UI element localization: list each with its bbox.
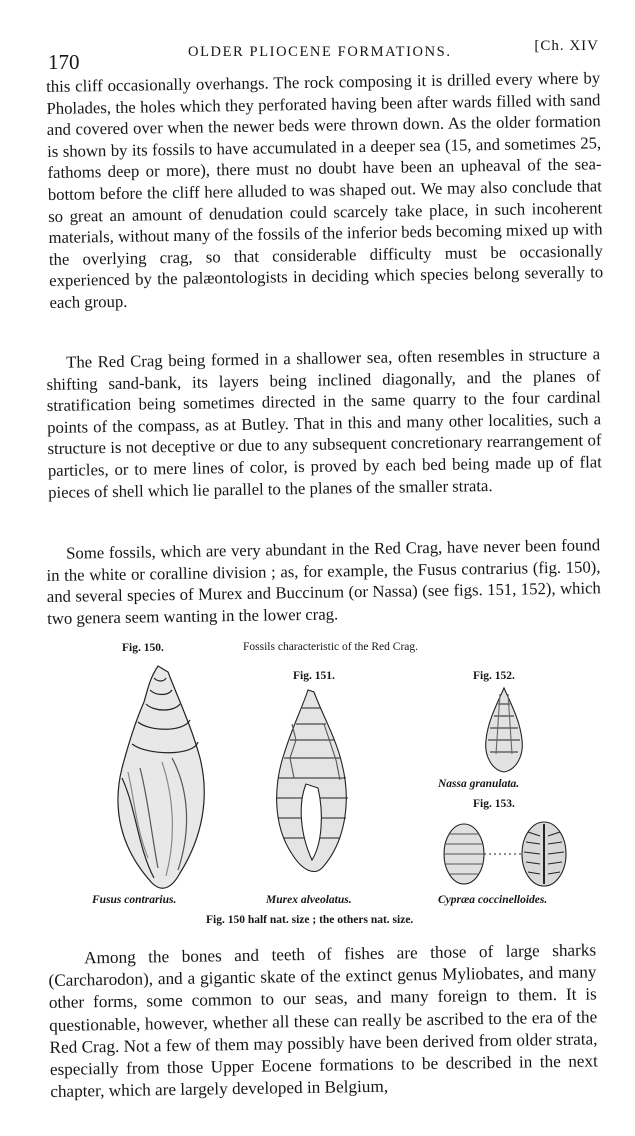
fusus-contrarius-illustration [92,658,222,898]
paragraph-2: The Red Crag being formed in a shallower sea, often resembles in structure a shifting sand-bank, its layers being inclined diagonally, and the planes of stratification being sometimes directed in the same quarry to the four cardinal points of the compass, as at Butley. That in this and many other localities, such a structure is not deceptive or due to any subsequent concretionary rearrangement of particles, or to mere lines of color, is proved by each bed being made up of flat pieces of shell which lie parallel to the planes of the smaller strata. [46,344,602,502]
running-title: OLDER PLIOCENE FORMATIONS. [188,44,452,60]
fig-150-label: Fig. 150. [122,642,164,654]
figure-heading: Fossils characteristic of the Red Crag. [243,641,419,653]
fusus-contrarius-name: Fusus contrarius. [92,894,177,906]
cypraea-coccinelloides-illustration [440,818,570,890]
fig-152-label: Fig. 152. [473,670,515,682]
cypraea-coccinelloides-name: Cypræa coccinelloides. [438,894,548,906]
figure-size-caption: Fig. 150 half nat. size ; the others nat. size. [206,914,414,926]
nassa-granulata-illustration [474,684,534,776]
murex-alveolatus-illustration [262,684,358,884]
paragraph-3: Some fossils, which are very abundant in the Red Crag, have never been found in the white or coralline division ; as, for example, the Fusus contrarius (fig. 150), and several species of Murex and Buccinum (or Nassa) (see figs. 151, 152), which two genera seem wanting in the lower crag. [46,535,601,628]
paragraph-4: Among the bones and teeth of fishes are those of large sharks (Carcharodon), and a gigantic skate of the extinct genus Myliobates, and many other forms, some common to our seas, and many foreign to them. It is questionable, however, whether all these can really be ascribed to the era of the Red Crag. Not a few of them may possibly have been derived from older strata, especially from those Upper Eocene formations to be described in the next chapter, which are largely developed in Belgium, [48,940,598,1102]
nassa-granulata-name: Nassa granulata. [438,778,520,790]
running-header [48,38,599,74]
page-number: 170 [48,50,80,74]
fig-151-label: Fig. 151. [293,670,335,682]
chapter-label: [Ch. XIV [534,38,599,54]
fig-153-label: Fig. 153. [473,798,515,810]
murex-alveolatus-name: Murex alveolatus. [266,894,352,906]
paragraph-1: this cliff occasionally overhangs. The rock composing it is drilled every where by Pholades, the holes which they perforated having been after wards filled with sand and covered over when the newer beds were thrown down. As the older formation is shown by its fossils to have accumulated in a deeper sea (15, and sometimes 25, fathoms deep or more), there must no doubt have been an upheaval of the sea-bottom before the cliff here alluded to was shaped out. We may also conclude that so great an amount of denudation could scarcely take place, in such incoherent materials, without many of the fossils of the inferior beds becoming mixed up with the overlying crag, so that considerable difficulty must be occasionally experienced by the palæontologists in deciding which species belong severally to each group. [46,68,604,312]
